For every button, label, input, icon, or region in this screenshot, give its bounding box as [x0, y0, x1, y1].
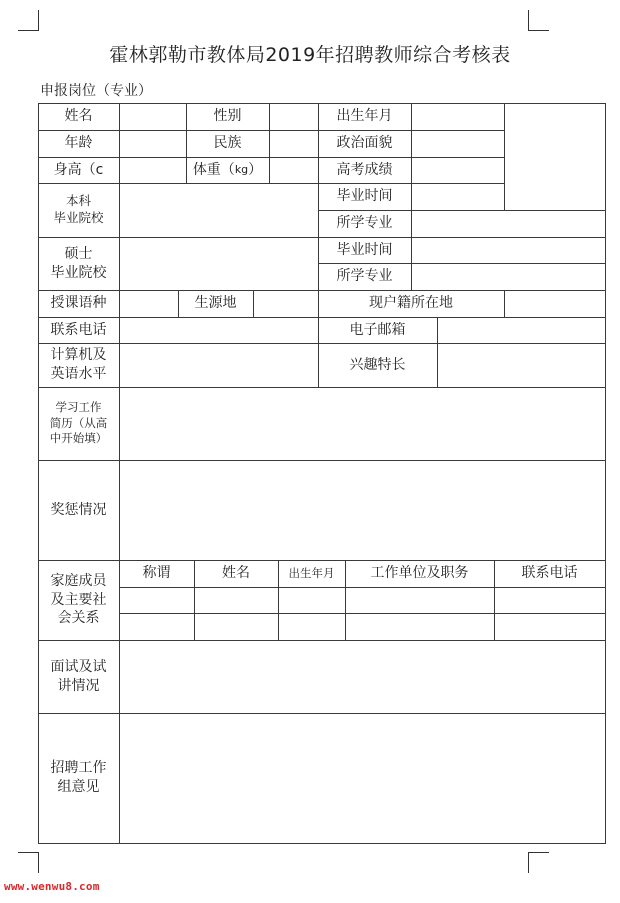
birth-date-label: 出生年月	[336, 108, 393, 125]
gaokao-score-input[interactable]	[411, 157, 504, 183]
rewards-input[interactable]	[119, 460, 605, 560]
interview-input[interactable]	[119, 640, 605, 713]
political-status-label: 政治面貌	[336, 135, 393, 152]
phone-label: 联系电话	[50, 321, 107, 338]
computer-english-label: 计算机及 英语水平	[50, 347, 107, 382]
photo-area[interactable]	[504, 103, 605, 210]
weight-label-close: ）	[248, 161, 263, 178]
family-header-name: 姓名	[222, 565, 250, 582]
political-status-input[interactable]	[411, 130, 504, 157]
weight-unit: kg	[234, 162, 249, 176]
ethnicity-label: 民族	[213, 135, 242, 152]
family-row-1[interactable]	[119, 587, 605, 613]
household-label: 现户籍所在地	[369, 295, 453, 312]
rewards-label: 奖惩情况	[50, 501, 107, 518]
family-row-2[interactable]	[119, 613, 605, 640]
gaokao-score-label: 高考成绩	[336, 161, 393, 178]
family-label: 家庭成员 及主要社 会关系	[50, 572, 107, 627]
name-input[interactable]	[119, 103, 186, 130]
bachelor-major-label: 所学专业	[336, 215, 393, 232]
master-major-label: 所学专业	[336, 268, 393, 285]
gender-label: 性别	[213, 108, 242, 125]
weight-input[interactable]	[269, 157, 318, 183]
resume-input[interactable]	[119, 387, 605, 460]
origin-input[interactable]	[253, 290, 318, 317]
master-school-label: 硕士 毕业院校	[50, 245, 107, 281]
height-label: 身高（c	[53, 161, 104, 178]
master-major-input[interactable]	[411, 263, 605, 290]
ethnicity-input[interactable]	[269, 130, 318, 157]
origin-label: 生源地	[194, 295, 237, 312]
master-graduation-time-label: 毕业时间	[336, 241, 393, 258]
master-graduation-time-input[interactable]	[411, 237, 605, 263]
family-header-employer: 工作单位及职务	[370, 565, 469, 582]
age-label: 年龄	[64, 135, 93, 152]
birth-date-input[interactable]	[411, 103, 504, 130]
height-input[interactable]	[119, 157, 186, 183]
bachelor-graduation-time-input[interactable]	[411, 183, 504, 210]
teaching-language-input[interactable]	[119, 290, 178, 317]
hobbies-input[interactable]	[437, 343, 605, 387]
applied-position-label: 申报岗位（专业）	[40, 83, 152, 99]
resume-label: 学习工作 简历（从高 中开始填）	[49, 400, 108, 446]
email-input[interactable]	[437, 317, 605, 343]
corner-mark-bottom-right	[528, 852, 549, 873]
corner-mark-top-left	[18, 10, 39, 31]
teaching-language-label: 授课语种	[50, 295, 107, 312]
family-header-birth: 出生年月	[288, 565, 335, 580]
corner-mark-top-right	[528, 10, 549, 31]
phone-input[interactable]	[119, 317, 318, 343]
name-label: 姓名	[64, 108, 93, 125]
email-label: 电子邮箱	[349, 321, 406, 338]
panel-opinion-label: 招聘工作 组意见	[50, 760, 107, 795]
age-input[interactable]	[119, 130, 186, 157]
bachelor-school-label: 本科 毕业院校	[53, 193, 104, 225]
corner-mark-bottom-left	[18, 852, 39, 873]
computer-english-input[interactable]	[119, 343, 318, 387]
weight-label	[186, 157, 269, 183]
interview-label: 面试及试 讲情况	[50, 658, 107, 694]
panel-opinion-input[interactable]	[119, 713, 605, 843]
weight-label-text: 体重（	[192, 161, 235, 178]
hobbies-label: 兴趣特长	[349, 356, 406, 373]
master-school-input[interactable]	[119, 237, 318, 290]
family-header-relation: 称谓	[142, 565, 171, 582]
household-input[interactable]	[504, 290, 605, 317]
bachelor-graduation-time-label: 毕业时间	[336, 188, 393, 205]
bachelor-major-input[interactable]	[411, 210, 605, 237]
watermark: www.wenwu8.com	[4, 880, 100, 893]
form-title: 霍林郭勒市教体局2019年招聘教师综合考核表	[109, 44, 511, 66]
bachelor-school-input[interactable]	[119, 183, 318, 237]
gender-input[interactable]	[269, 103, 318, 130]
family-header-phone: 联系电话	[521, 565, 578, 582]
